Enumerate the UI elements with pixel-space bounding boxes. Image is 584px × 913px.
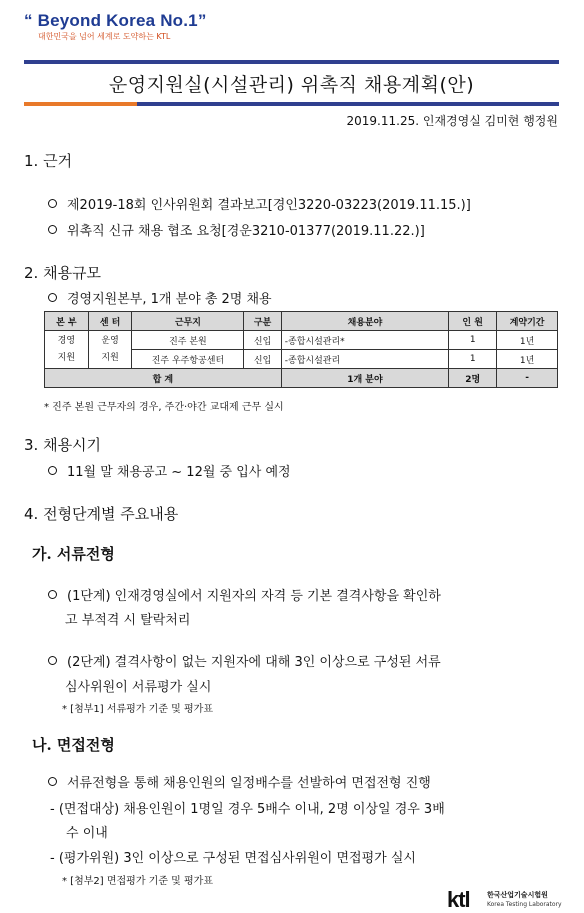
- org-name-korean: 한국산업기술시험원: [487, 891, 548, 899]
- list-item-continuation: 심사위원이 서류평가 실시: [65, 680, 212, 695]
- table-header: 본 부: [45, 312, 89, 331]
- table-cell-type: 신입: [244, 350, 281, 369]
- table-cell-count: 1: [449, 350, 497, 369]
- table-total-row: [45, 369, 558, 388]
- list-item-continuation: 고 부적격 시 탈락처리: [65, 613, 191, 628]
- list-item: [48, 651, 441, 670]
- circle-bullet-icon: [48, 590, 57, 599]
- brand-subtitle: 대한민국을 넘어 세계로 도약하는 KTL: [38, 32, 171, 41]
- table-header-row: [45, 312, 558, 331]
- recruitment-table: [44, 311, 558, 388]
- list-item: [48, 288, 272, 307]
- table-cell-center: 운영 지원: [88, 331, 132, 369]
- list-item-text: (1단계) 인재경영실에서 지원자의 자격 등 기본 결격사항을 확인하: [67, 589, 441, 604]
- table-header: 채용분야: [281, 312, 448, 331]
- list-item-text: 제2019-18회 인사위원회 결과보고[경인3220-03223(2019.11.15.)]: [67, 198, 471, 213]
- table-cell-term: 1년: [497, 350, 558, 369]
- dash-item: - (면접대상) 채용인원이 1명일 경우 5배수 이내, 2명 이상일 경우 3배: [50, 802, 445, 817]
- table-header: 센 터: [88, 312, 132, 331]
- list-item-text: 경영지원본부, 1개 분야 총 2명 채용: [67, 292, 272, 307]
- list-item: [48, 585, 441, 604]
- author-line: 2019.11.25. 인재경영실 김미현 행정원: [346, 114, 558, 128]
- list-item: [48, 220, 425, 239]
- section-heading-scale: 2. 채용규모: [24, 264, 102, 282]
- table-cell-field: -종합시설관리*: [281, 331, 448, 350]
- table-header: 인 원: [449, 312, 497, 331]
- ktl-logo: ktl: [447, 887, 470, 912]
- brand-slogan: “ Beyond Korea No.1”: [24, 11, 207, 30]
- title-bottom-rule-accent: [24, 102, 137, 106]
- dash-item-continuation: 수 이내: [66, 826, 108, 841]
- title-bottom-rule: [137, 102, 559, 106]
- table-cell-count: 1: [449, 331, 497, 350]
- table-header: 계약기간: [497, 312, 558, 331]
- circle-bullet-icon: [48, 656, 57, 665]
- list-item-text: 서류전형을 통해 채용인원의 일정배수를 선발하여 면접전형 진행: [67, 776, 431, 791]
- table-cell-field: -종합시설관리: [281, 350, 448, 369]
- attachment-note: * [첨부2] 면접평가 기준 및 평가표: [62, 876, 213, 887]
- table-total-label: 합 계: [45, 369, 282, 388]
- table-cell-term: 1년: [497, 331, 558, 350]
- circle-bullet-icon: [48, 225, 57, 234]
- table-footnote: * 진주 본원 근무자의 경우, 주간·야간 교대제 근무 실시: [44, 402, 284, 413]
- list-item: [48, 772, 431, 791]
- table-total-term: -: [497, 369, 558, 388]
- circle-bullet-icon: [48, 466, 57, 475]
- list-item: [48, 194, 471, 213]
- section-heading-timing: 3. 채용시기: [24, 436, 102, 454]
- section-heading-basis: 1. 근거: [24, 152, 73, 170]
- table-cell-site: 진주 본원: [132, 331, 244, 350]
- list-item-text: 11월 말 채용공고 ~ 12월 중 입사 예정: [67, 465, 291, 480]
- circle-bullet-icon: [48, 777, 57, 786]
- table-cell-hq: 경영 지원: [45, 331, 89, 369]
- table-header: 근무지: [132, 312, 244, 331]
- title-top-rule: [24, 60, 559, 64]
- attachment-note: * [첨부1] 서류평가 기준 및 평가표: [62, 704, 213, 715]
- table-header: 구분: [244, 312, 281, 331]
- table-cell-type: 신입: [244, 331, 281, 350]
- circle-bullet-icon: [48, 199, 57, 208]
- list-item-text: 위촉직 신규 채용 협조 요청[경운3210-01377(2019.11.22.)]: [67, 224, 425, 239]
- org-name-english: Korea Testing Laboratory: [487, 901, 562, 908]
- table-total-count: 2명: [449, 369, 497, 388]
- circle-bullet-icon: [48, 293, 57, 302]
- subsection-heading-interview: 나. 면접전형: [32, 736, 115, 754]
- section-heading-process: 4. 전형단계별 주요내용: [24, 505, 179, 523]
- list-item-text: (2단계) 결격사항이 없는 지원자에 대해 3인 이상으로 구성된 서류: [67, 655, 441, 670]
- list-item: [48, 461, 291, 480]
- table-row: [45, 331, 558, 350]
- table-cell-site: 진주 우주항공센터: [132, 350, 244, 369]
- document-title: 운영지원실(시설관리) 위촉직 채용계획(안): [108, 74, 475, 96]
- dash-item: - (평가위원) 3인 이상으로 구성된 면접심사위원이 면접평가 실시: [50, 851, 416, 866]
- subsection-heading-document-screening: 가. 서류전형: [32, 545, 115, 563]
- table-total-field: 1개 분야: [281, 369, 448, 388]
